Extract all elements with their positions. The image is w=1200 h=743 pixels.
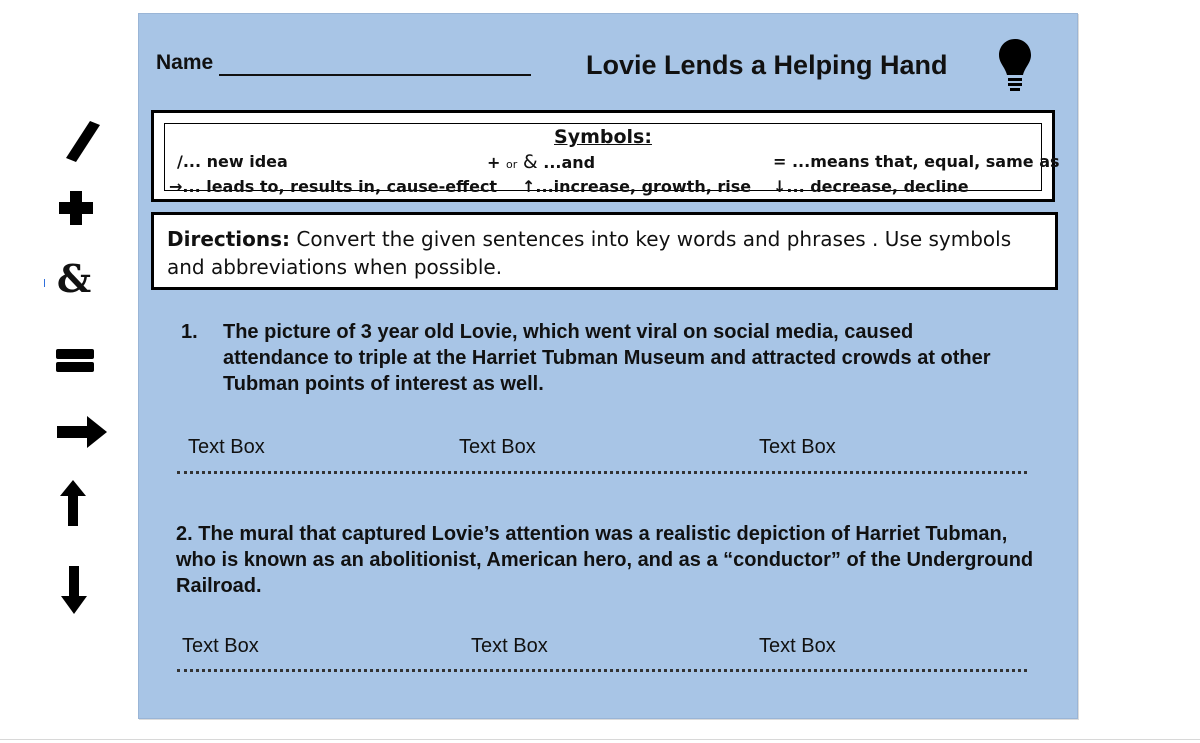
symbol-and-text: ...and — [543, 153, 596, 172]
ampersand-symbol-icon[interactable] — [45, 250, 103, 308]
q2-text-box-3[interactable]: Text Box — [759, 635, 836, 657]
slash-symbol-icon[interactable] — [60, 118, 104, 164]
plus-symbol-icon[interactable] — [56, 188, 96, 228]
q1-text-box-1[interactable]: Text Box — [188, 436, 265, 458]
symbol-and-plus: + — [487, 153, 501, 172]
down-arrow-symbol-icon[interactable] — [59, 564, 89, 616]
symbol-leads-to: →... leads to, results in, cause-effect — [169, 177, 498, 196]
question-1-text: The picture of 3 year old Lovie, which went viral on social media, caused attendance to triple at the Harriet Tubman Museum and attracted crowds at other Tubman points of interest as well. — [223, 321, 991, 395]
symbol-increase: ↑...increase, growth, rise — [522, 177, 752, 196]
symbol-equals: = ...means that, equal, same as — [773, 152, 1060, 171]
equals-symbol-icon[interactable] — [53, 346, 97, 376]
symbols-heading: Symbols: — [554, 126, 652, 148]
q2-answer-line — [177, 669, 1027, 672]
window-bottom-border — [0, 739, 1200, 740]
symbol-new-idea: /... new idea — [177, 152, 288, 171]
symbol-and — [487, 151, 595, 173]
slide-title: Lovie Lends a Helping Hand — [586, 50, 948, 80]
symbols-legend-box — [151, 110, 1060, 202]
ampersand-glyph: & — [56, 256, 92, 301]
lightbulb-icon — [997, 37, 1033, 98]
right-arrow-symbol-icon[interactable] — [55, 414, 109, 450]
up-arrow-symbol-icon[interactable] — [58, 478, 88, 528]
name-label: Name — [156, 51, 214, 74]
symbol-and-amp: & — [522, 151, 538, 173]
question-1-number: 1. — [181, 321, 198, 343]
q1-answer-line — [177, 471, 1027, 474]
symbols-legend-inner — [164, 123, 1060, 196]
symbol-decrease: ↓... decrease, decline — [773, 177, 969, 196]
question-2: 2. The mural that captured Lovie’s attention was a realistic depiction of Harriet Tubman, who is known as an abolitionist, American hero, and as a “conductor” of the Underground Railroad. — [176, 523, 1034, 597]
q1-text-box-2[interactable]: Text Box — [459, 436, 536, 458]
directions-label: Directions: — [167, 227, 291, 251]
q1-text-box-3[interactable]: Text Box — [759, 436, 836, 458]
directions-text: Convert the given sentences into key words and phrases . Use symbols and abbreviations when possible. — [167, 227, 1012, 279]
q2-text-box-2[interactable]: Text Box — [471, 635, 548, 657]
symbol-and-or: or — [505, 158, 518, 171]
worksheet-slide — [138, 13, 1078, 719]
directions-box — [151, 212, 1058, 290]
q2-text-box-1[interactable]: Text Box — [182, 635, 259, 657]
name-line[interactable] — [219, 74, 531, 76]
